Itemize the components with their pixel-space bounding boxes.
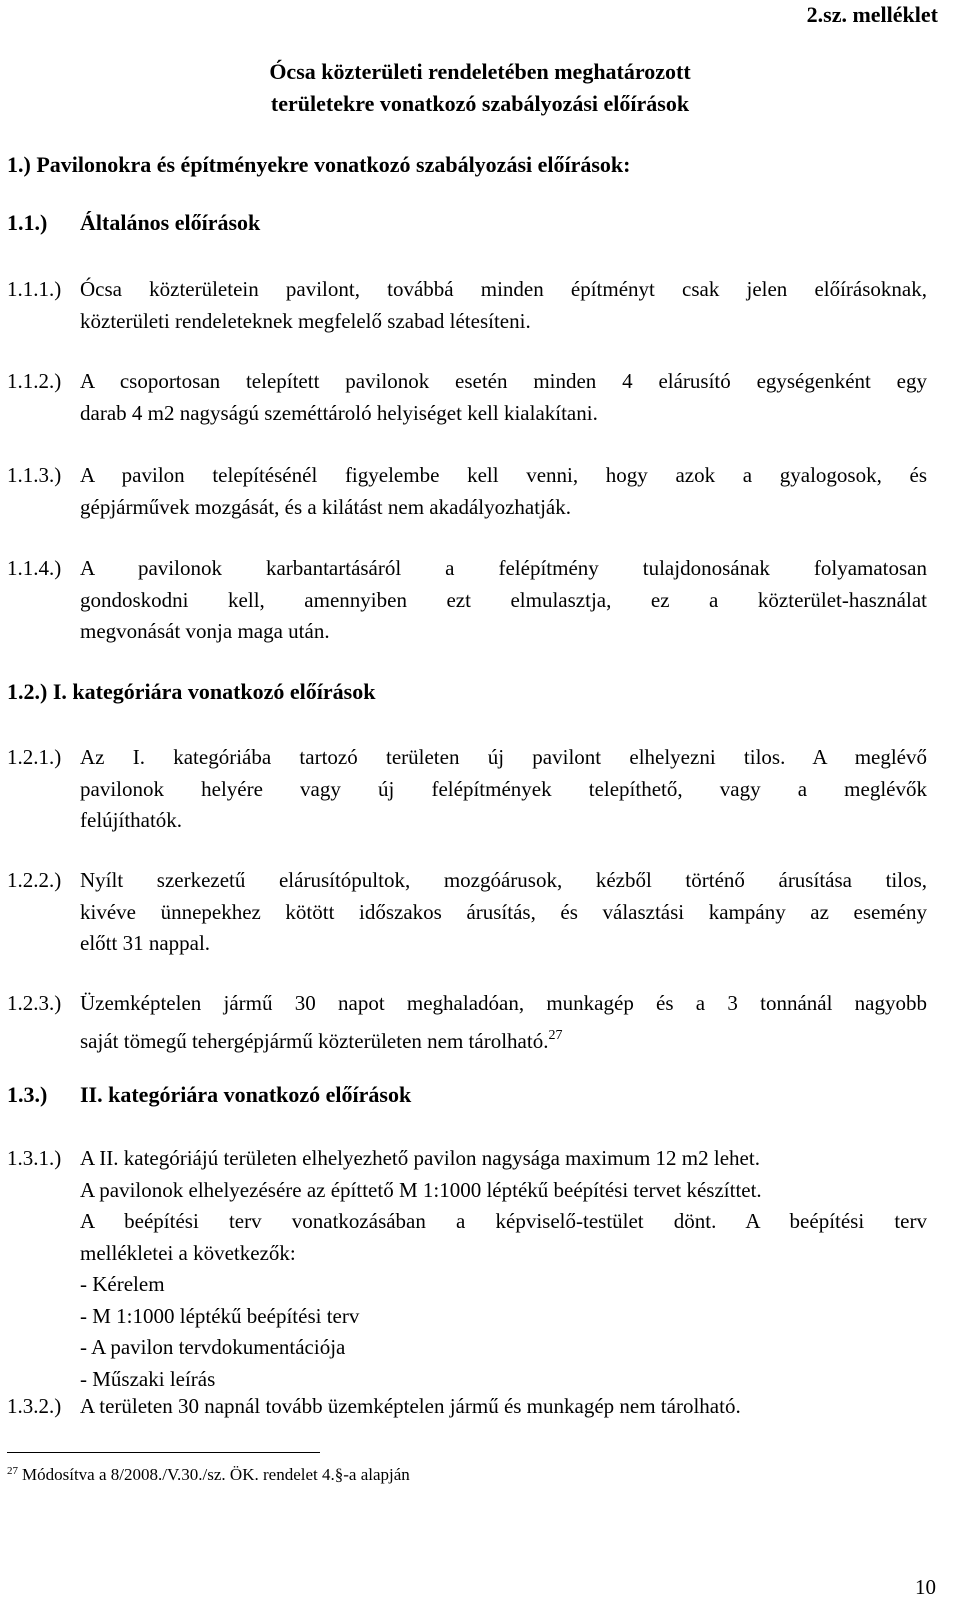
paragraph-line: A csoportosan telepített pavilonok esetén minden 4 elárusító egységenként egy xyxy=(80,369,927,393)
paragraph-1-1-1 xyxy=(7,274,927,337)
paragraph-number: 1.1.3.) xyxy=(7,463,62,487)
title-line-2: területekre vonatkozó szabályozási előírások xyxy=(270,91,690,116)
paragraph-number: 1.2.1.) xyxy=(7,745,62,769)
paragraph-number: 1.2.3.) xyxy=(7,991,62,1015)
footnote xyxy=(7,1465,410,1485)
paragraph-1-3-2 xyxy=(7,1391,927,1423)
paragraph-line: megvonását vonja maga után. xyxy=(80,619,330,643)
paragraph-1-3-1 xyxy=(7,1143,927,1395)
section-1-2-heading: 1.2.) I. kategóriára vonatkozó előírások xyxy=(7,679,376,704)
page-number: 10 xyxy=(915,1575,936,1599)
paragraph-1-2-1 xyxy=(7,742,927,837)
section-number: 1.3.) xyxy=(7,1082,48,1107)
paragraph-line: mellékletei a következők: xyxy=(80,1240,296,1265)
footnote-reference[interactable]: 27 xyxy=(548,1027,563,1043)
paragraph-line: A pavilon telepítésénél figyelembe kell venni, hogy azok a gyalogosok, és xyxy=(80,463,927,487)
list-item: - M 1:1000 léptékű beépítési terv xyxy=(80,1303,360,1328)
paragraph-line: Az I. kategóriába tartozó területen új pavilont elhelyezni tilos. A meglévő xyxy=(80,745,927,769)
footnote-separator xyxy=(7,1452,320,1453)
paragraph-line: A pavilonok karbantartásáról a felépítmény tulajdonosának folyamatosan xyxy=(80,556,927,580)
section-1-1-heading xyxy=(7,210,260,236)
paragraph-line: kivéve ünnepekhez kötött időszakos árusítás, és választási kampány az esemény xyxy=(80,899,927,924)
paragraph-line: előtt 31 nappal. xyxy=(80,931,211,955)
paragraph-1-1-3 xyxy=(7,460,927,523)
section-title: Általános előírások xyxy=(80,210,261,235)
paragraph-line: felújíthatók. xyxy=(80,808,183,832)
paragraph-1-2-2 xyxy=(7,865,927,960)
section-title: II. kategóriára vonatkozó előírások xyxy=(80,1082,412,1107)
paragraph-number: 1.1.4.) xyxy=(7,556,62,580)
paragraph-1-1-4 xyxy=(7,553,927,648)
paragraph-line: A II. kategóriájú területen elhelyezhető pavilon nagysága maximum 12 m2 lehet. xyxy=(80,1146,760,1170)
title-line-1: Ócsa közterületi rendeletében meghatározott xyxy=(269,59,691,84)
paragraph-line: A pavilonok elhelyezésére az építtető M 1:1000 léptékű beépítési tervet készíttet. xyxy=(80,1177,762,1202)
paragraph-number: 1.1.1.) xyxy=(7,277,62,301)
paragraph-1-2-3 xyxy=(7,988,927,1057)
paragraph-line: pavilonok helyére vagy új felépítmények telepíthető, vagy a meglévők xyxy=(80,776,927,801)
section-1-heading: 1.) Pavilonokra és építményekre vonatkozó szabályozási előírások: xyxy=(7,152,631,177)
paragraph-text: saját tömegű tehergépjármű közterületen nem tárolható. xyxy=(80,1028,549,1053)
paragraph-line: A területen 30 napnál tovább üzemképtelen jármű és munkagép nem tárolható. xyxy=(80,1394,741,1418)
paragraph-number: 1.3.1.) xyxy=(7,1146,62,1170)
list-item: - Műszaki leírás xyxy=(80,1366,216,1391)
document-title xyxy=(0,56,960,120)
paragraph-number: 1.1.2.) xyxy=(7,369,62,393)
annex-label: 2.sz. melléklet xyxy=(806,2,938,27)
paragraph-line: gondoskodni kell, amennyiben ezt elmulasztja, ez a közterület-használat xyxy=(80,587,927,612)
footnote-number: 27 xyxy=(7,1465,18,1477)
paragraph-line: darab 4 m2 nagyságú szeméttároló helyiséget kell kialakítani. xyxy=(80,400,598,425)
paragraph-line: A beépítési terv vonatkozásában a képviselő-testület dönt. A beépítési terv xyxy=(80,1209,927,1233)
list-item: - A pavilon tervdokumentációja xyxy=(80,1335,346,1359)
section-number: 1.1.) xyxy=(7,210,48,235)
paragraph-line: gépjárművek mozgását, és a kilátást nem akadályozhatják. xyxy=(80,494,571,519)
list-item: - Kérelem xyxy=(80,1272,165,1296)
paragraph-line xyxy=(80,1020,927,1058)
paragraph-1-1-2 xyxy=(7,366,927,429)
footnote-text: Módosítva a 8/2008./V.30./sz. ÖK. rendelet 4.§-a alapján xyxy=(22,1465,410,1484)
paragraph-line: Üzemképtelen jármű 30 napot meghaladóan, munkagép és a 3 tonnánál nagyobb xyxy=(80,991,927,1015)
paragraph-line: közterületi rendeleteknek megfelelő szabad létesíteni. xyxy=(80,308,531,333)
paragraph-number: 1.3.2.) xyxy=(7,1394,62,1418)
paragraph-number: 1.2.2.) xyxy=(7,868,62,892)
section-1-3-heading xyxy=(7,1082,411,1108)
paragraph-line: Nyílt szerkezetű elárusítópultok, mozgóárusok, kézből történő árusítása tilos, xyxy=(80,868,927,892)
paragraph-line: Ócsa közterületein pavilont, továbbá minden építményt csak jelen előírásoknak, xyxy=(80,277,927,301)
